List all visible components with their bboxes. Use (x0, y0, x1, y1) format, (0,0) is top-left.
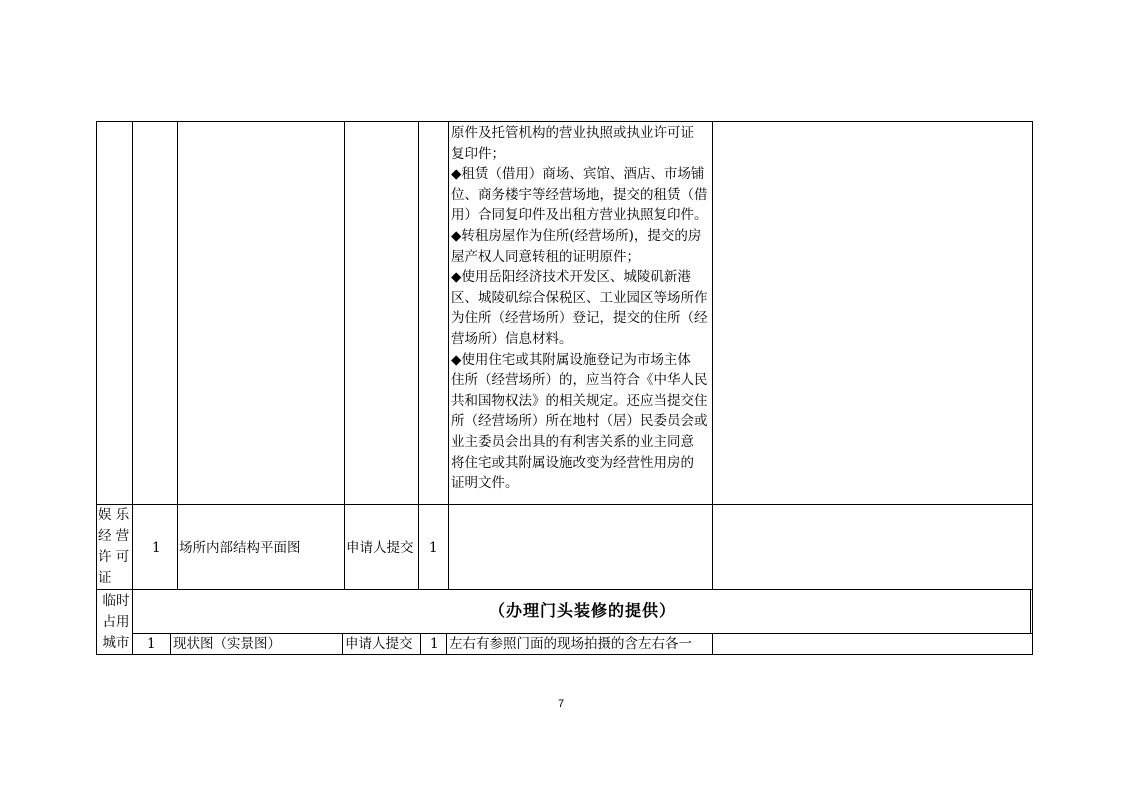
section-title: （办理门头装修的提供） (488, 601, 676, 620)
description-line: ◆租赁（借用）商场、宾馆、酒店、市场铺 (451, 166, 705, 183)
column-divider (418, 121, 419, 590)
description-line: 用）合同复印件及出租方营业执照复印件。 (451, 207, 708, 224)
seq-number: 1 (152, 540, 161, 556)
description-line: 证明文件。 (451, 475, 519, 492)
description-line: 共和国物权法》的相关规定。还应当提交住 (451, 392, 708, 409)
material-name: 场所内部结构平面图 (179, 540, 301, 556)
category-line: 城市 (102, 635, 130, 651)
description-line: 复印件； (451, 145, 505, 162)
column-divider (448, 121, 449, 590)
description-line: 所（经营场所）所在地村（居）民委员会或 (451, 413, 708, 430)
column-divider (132, 121, 133, 655)
column-divider (177, 121, 178, 590)
category-line: 娱 乐 (98, 507, 130, 523)
column-divider (712, 633, 713, 655)
description-line: 为住所（经营场所）登记，提交的住所（经 (451, 310, 708, 327)
description-line: 住所（经营场所）的，应当符合《中华人民 (451, 372, 708, 389)
material-description: 左右有参照门面的现场拍摄的含左右各一 (449, 636, 692, 652)
description-line: 业主委员会出具的有利害关系的业主同意 (451, 433, 694, 450)
table-top-border (96, 121, 1033, 122)
copy-count: 1 (430, 636, 439, 652)
description-line: 营场所）信息材料。 (451, 330, 573, 347)
seq-number: 1 (147, 636, 156, 652)
column-divider (344, 121, 345, 590)
description-line: 位、商务楼宇等经营场地，提交的租赁（借 (451, 186, 708, 203)
page-number: 7 (557, 698, 565, 710)
column-divider (170, 633, 171, 655)
category-line: 经 营 (98, 528, 130, 544)
category-line: 许 可 (98, 549, 130, 565)
table-left-border (96, 121, 97, 655)
category-cell (100, 591, 132, 654)
table-right-border (1032, 121, 1033, 655)
copy-count: 1 (429, 540, 438, 556)
column-divider (420, 633, 421, 655)
material-source: 申请人提交 (346, 540, 414, 556)
material-name: 现状图（实景图） (173, 636, 281, 652)
category-line: 证 (98, 570, 112, 586)
column-divider (342, 633, 343, 655)
column-divider (446, 633, 447, 655)
description-line: 原件及托管机构的营业执照或执业许可证 (451, 125, 694, 141)
category-line: 临时 (102, 593, 130, 609)
row-divider (96, 504, 1033, 505)
description-line: 屋产权人同意转租的证明原件； (451, 248, 640, 265)
material-source: 申请人提交 (345, 636, 413, 652)
row-divider (96, 589, 1033, 590)
description-line: ◆使用岳阳经济技术开发区、城陵矶新港 (451, 269, 691, 286)
description-line: ◆转租房屋作为住所(经营场所)，提交的房 (451, 227, 702, 244)
requirements-description (451, 123, 713, 494)
description-line: 区、城陵矶综合保税区、工业园区等场所作 (451, 289, 708, 306)
description-line: 将住宅或其附属设施改变为经营性用房的 (451, 454, 694, 471)
category-line: 占用 (102, 614, 130, 630)
description-line: ◆使用住宅或其附属设施登记为市场主体 (451, 351, 691, 368)
category-cell (98, 505, 132, 589)
